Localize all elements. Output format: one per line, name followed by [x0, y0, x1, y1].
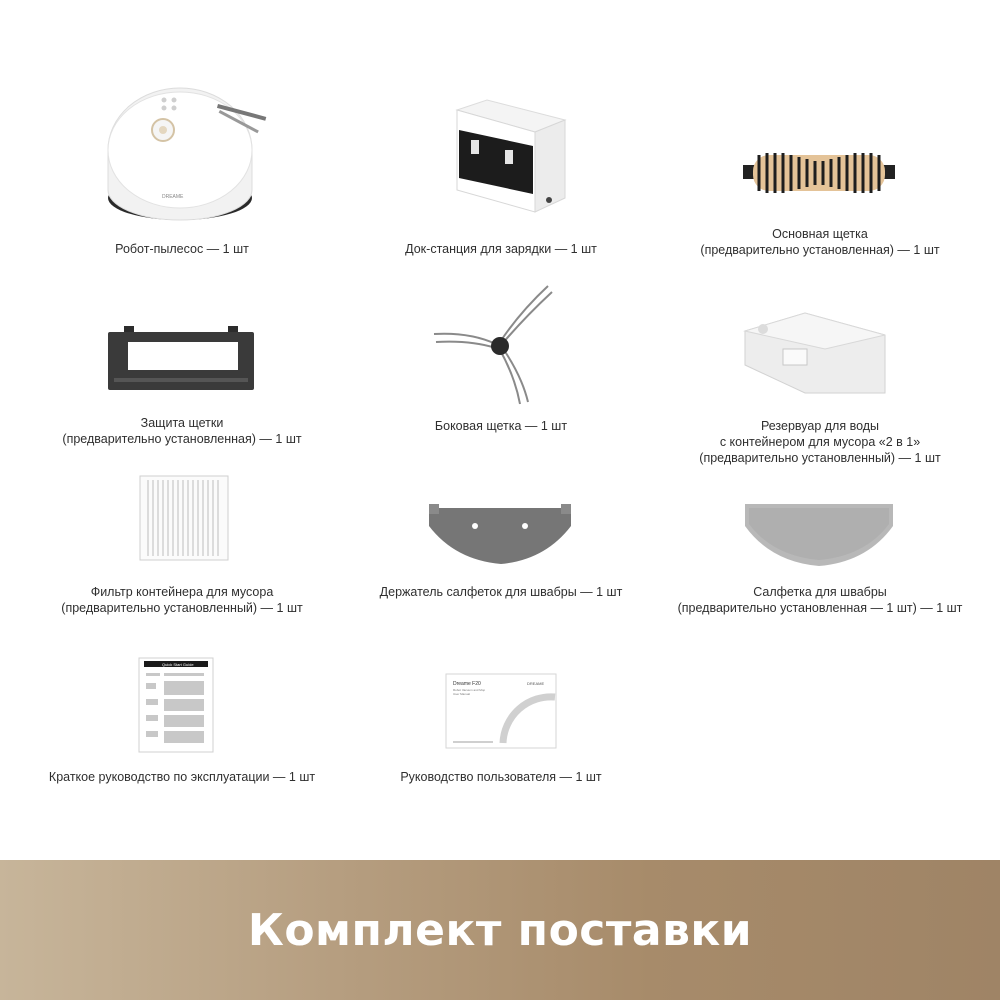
- robot-logo-text: DREAME: [162, 194, 184, 200]
- caption-mop-holder: Держатель салфеток для швабры — 1 шт: [379, 585, 623, 599]
- manual-title: Dreame F20: [453, 681, 481, 687]
- quick-start-guide-image: [138, 657, 214, 753]
- caption-charging-dock: Док-станция для зарядки — 1 шт: [405, 242, 597, 256]
- mop-pad-image: [743, 500, 897, 570]
- caption-water-tank: Резервуар для воды с контейнером для мусора «2 в 1» (предварительно установленный) — 1 шт: [699, 419, 941, 465]
- user-manual-image: [445, 673, 557, 749]
- brush-guard-image: [108, 326, 258, 392]
- main-brush-image: [743, 145, 895, 201]
- caption-dustbin-filter: Фильтр контейнера для мусора (предварительно установленный) — 1 шт: [61, 585, 303, 615]
- caption-user-manual: Руководство пользователя — 1 шт: [400, 770, 602, 784]
- bottom-banner: [0, 860, 1000, 1000]
- caption-quick-start-guide: Краткое руководство по эксплуатации — 1 шт: [48, 770, 316, 784]
- caption-robot-vacuum: Робот-пылесос — 1 шт: [115, 242, 249, 256]
- caption-main-brush: Основная щетка (предварительно установленная) — 1 шт: [700, 227, 940, 257]
- quick-guide-title: Quick Start Guide: [162, 662, 194, 667]
- caption-side-brush: Боковая щетка — 1 шт: [434, 419, 568, 433]
- manual-subtitle-1: Robot Vacuum and Mop: [453, 688, 486, 692]
- caption-mop-pad: Салфетка для швабры (предварительно установленная — 1 шт) — 1 шт: [677, 585, 963, 615]
- banner-title: Комплект поставки: [247, 904, 753, 956]
- robot-vacuum-image: [100, 80, 270, 230]
- manual-brand: DREAME: [527, 681, 545, 686]
- dustbin-filter-image: [138, 474, 234, 564]
- mop-holder-image: [425, 500, 575, 570]
- caption-brush-guard: Защита щетки (предварительно установленная) — 1 шт: [62, 416, 302, 446]
- side-brush-image: [430, 282, 555, 407]
- water-tank-image: [735, 305, 890, 397]
- manual-subtitle-2: User Manual: [453, 692, 471, 696]
- charging-dock-image: [445, 90, 575, 220]
